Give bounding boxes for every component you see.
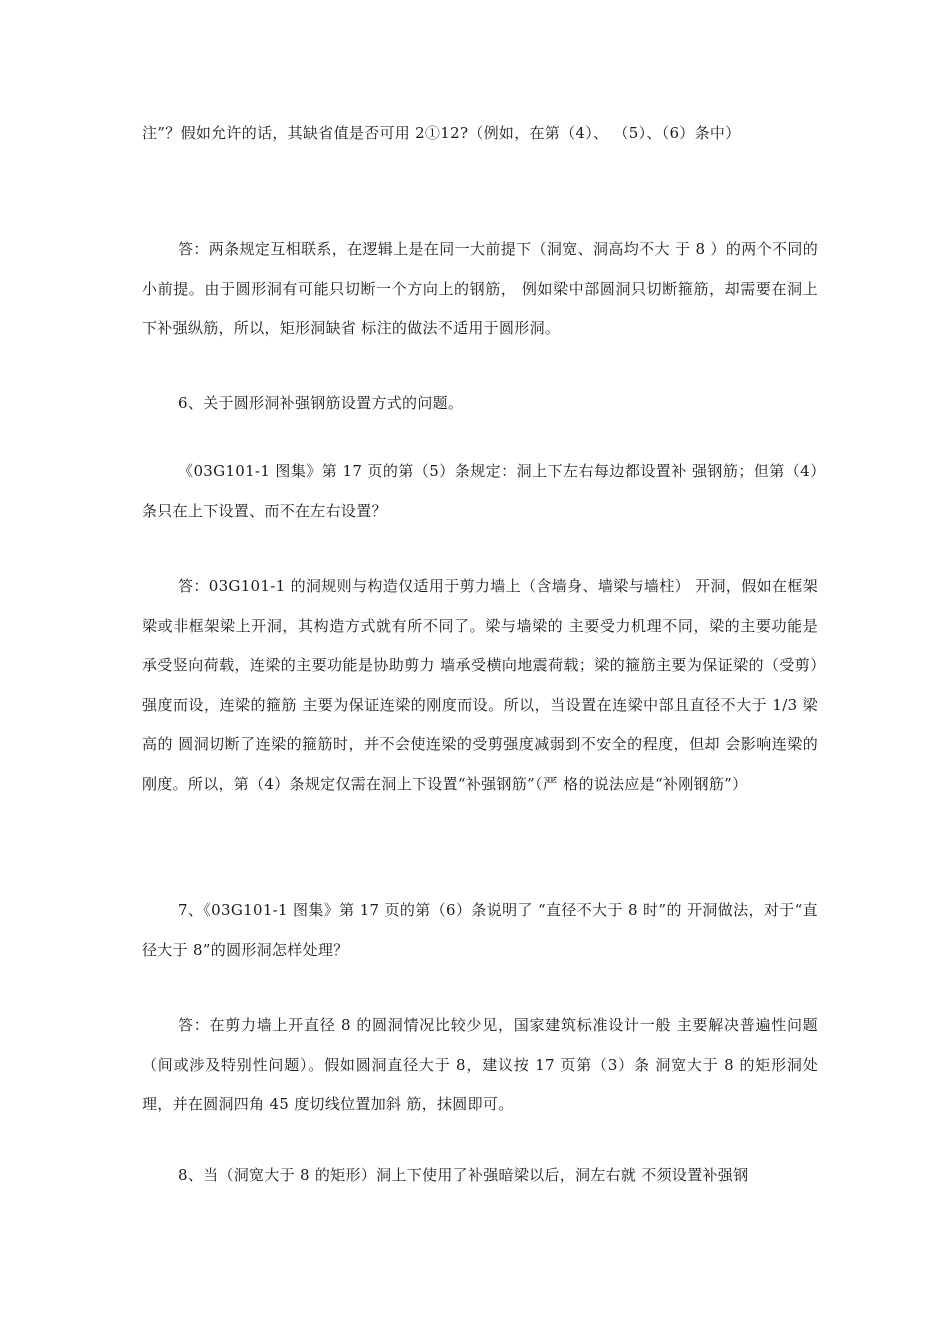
paragraph-question-8: 8、当（洞宽大于 8 的矩形）洞上下使用了补强暗梁以后，洞左右就 不须设置补强钢	[178, 1166, 749, 1184]
paragraph-answer-7: 答：在剪力墙上开直径 8 的圆洞情况比较少见，国家建筑标准设计一般 主要解决普遍性问题（间或涉及特别性问题）。假如圆洞直径大于 8，建议按 17 页第（3）条 洞宽大于 8 的矩形洞处理，并在圆洞四角 45 度切线位置加斜 筋，抹圆即可。	[142, 1016, 818, 1113]
paragraph-question-7: 7、《03G101-1 图集》第 17 页的第（6）条说明了 “直径不大于 8 时”的 开洞做法，对于“直径大于 8”的圆形洞怎样处理？	[142, 901, 818, 959]
paragraph-answer-6: 答：03G101-1 的洞规则与构造仅适用于剪力墙上（含墙身、墙梁与墙柱） 开洞，假如在框架梁或非框架梁上开洞，其构造方式就有所不同了。梁与墙梁的 主要受力机理不同，梁的主要功能是承受竖向荷载，连梁的主要功能是协助剪力 墙承受横向地震荷载；梁的箍筋主要为保证梁的（受剪）强度而设，连梁的箍筋 主要为保证连梁的刚度而设。所以，当设置在连梁中部且直径不大于 1/3 梁高的 圆洞切断了连梁的箍筋时，并不会使连梁的受剪强度减弱到不安全的程度，但却 会影响连梁的刚度。所以，第（4）条规定仅需在洞上下设置“补强钢筋”（严 格的说法应是“补刚钢筋”）	[142, 577, 818, 793]
paragraph-question-6-detail: 《03G101-1 图集》第 17 页的第（5）条规定：洞上下左右每边都设置补 强钢筋；但第（4）条只在上下设置、而不在左右设置？	[142, 462, 818, 520]
paragraph-answer-5: 答：两条规定互相联系，在逻辑上是在同一大前提下（洞宽、洞高均不大 于 8 ）的两个不同的小前提。由于圆形洞有可能只切断一个方向上的钢筋， 例如梁中部圆洞只切断箍筋，却需要在洞上下补强纵筋，所以，矩形洞缺省 标注的做法不适用于圆形洞。	[142, 240, 818, 337]
paragraph-continuation: 注”？假如允许的话，其缺省值是否可用 2①12?（例如，在第（4）、 （5）、（6）条中）	[142, 124, 741, 142]
paragraph-question-6: 6、关于圆形洞补强钢筋设置方式的问题。	[178, 394, 464, 412]
